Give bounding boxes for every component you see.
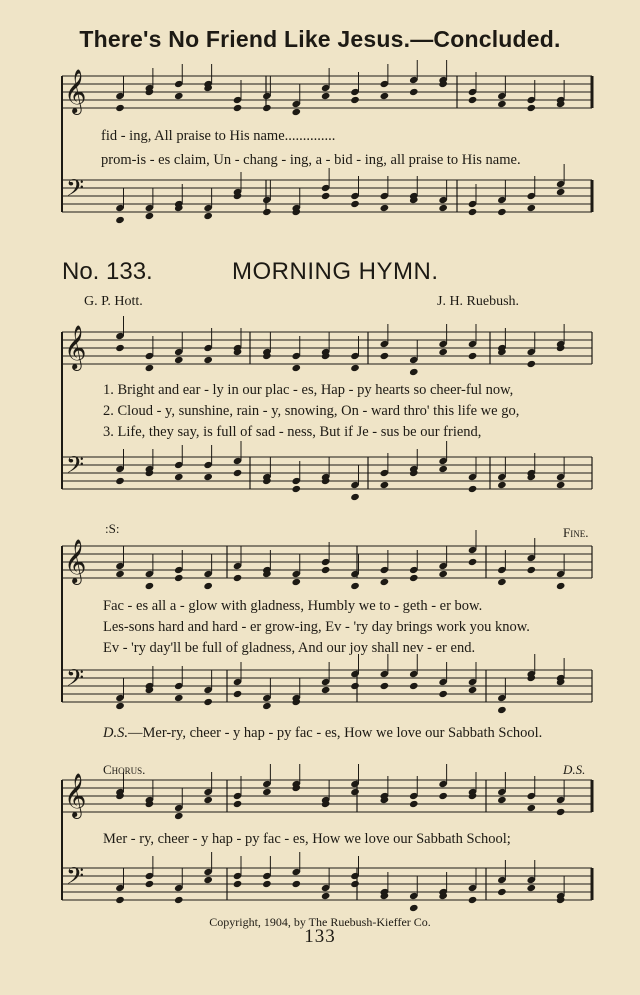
page-title: There's No Friend Like Jesus.—Concluded. — [79, 26, 561, 52]
system-1-treble-notehead — [233, 104, 243, 112]
system-2-bass-notehead — [291, 485, 301, 493]
system-4-treble-notehead — [174, 812, 184, 820]
system-1-bass-notehead — [350, 200, 360, 208]
system-3-bass-notehead — [203, 698, 213, 706]
system-4-bass-notehead — [497, 888, 507, 896]
system-2-bass-notehead — [350, 493, 360, 501]
system-4-bass-notehead — [409, 904, 419, 912]
system-3-treble-notehead — [497, 578, 507, 586]
system-1-treble-notehead — [115, 104, 125, 112]
system-2-treble-notehead — [291, 364, 301, 372]
system-3-bass-notehead — [233, 690, 243, 698]
system-3-treble-notehead — [409, 574, 419, 582]
system-2-treble-notehead — [145, 364, 155, 372]
system-1-bass-notehead — [468, 208, 478, 216]
segno-mark: :S: — [105, 521, 120, 536]
chorus-label: Chorus. — [103, 762, 146, 777]
system-3-bass-clef: 𝄢 — [66, 664, 85, 697]
system-1-treble-notehead — [409, 88, 419, 96]
system-2-treble-notehead — [526, 360, 536, 368]
system-4-bass-notehead — [291, 880, 301, 888]
verse-2-line-a: 2. Cloud - y, sunshine, rain - y, snowing, On - ward thro' this life we go, — [103, 403, 520, 419]
system-1-treble-notehead — [262, 104, 272, 112]
system-1-bass-notehead — [497, 208, 507, 216]
copyright-notice: Copyright, 1904, by The Ruebush-Kieffer Co. — [209, 915, 431, 929]
system-4-treble-notehead — [409, 800, 419, 808]
system-4-treble-notehead — [262, 788, 272, 796]
continuation-lyric-line-2: prom-is - es claim, Un - chang - ing, a - bid - ing, all praise to His name. — [101, 152, 521, 168]
system-2-treble-notehead — [350, 364, 360, 372]
system-1-treble-notehead — [321, 92, 331, 100]
system-1-treble-notehead — [468, 96, 478, 104]
system-2-bass-notehead — [468, 485, 478, 493]
system-3-treble-notehead — [556, 582, 566, 590]
system-3-bass-notehead — [350, 682, 360, 690]
system-4-bass-notehead — [174, 896, 184, 904]
hymn-number: No. 133. — [62, 258, 153, 285]
system-2-bass-notehead — [203, 473, 213, 481]
system-2-treble-notehead — [203, 356, 213, 364]
system-4-treble-notehead — [497, 796, 507, 804]
system-3-treble-notehead — [350, 582, 360, 590]
system-1-bass-notehead — [526, 204, 536, 212]
system-3-treble-notehead — [291, 578, 301, 586]
system-2-treble-notehead — [380, 352, 390, 360]
system-3-treble-notehead — [468, 558, 478, 566]
system-2-bass-notehead — [115, 477, 125, 485]
system-4-treble-notehead — [556, 808, 566, 816]
system-3-treble-notehead — [115, 570, 125, 578]
system-3-treble-notehead — [145, 582, 155, 590]
verse-1-line-a: 1. Bright and ear - ly in our plac - es, Hap - py hearts so cheer-ful now, — [103, 382, 514, 398]
page-number: 133 — [304, 926, 336, 947]
system-3-bass-notehead — [468, 686, 478, 694]
system-1-bass-notehead — [380, 204, 390, 212]
system-4-bass-notehead — [526, 884, 536, 892]
system-1-bass-notehead — [203, 212, 213, 220]
system-3-bass-notehead — [115, 702, 125, 710]
system-4-treble-clef: 𝄞 — [64, 773, 87, 817]
system-1-bass-notehead — [321, 192, 331, 200]
verse-3-line-b: Ev - 'ry day'll be full of gladness, And our joy shall nev - er end. — [103, 640, 476, 656]
system-3-bass-notehead — [380, 682, 390, 690]
system-2-bass-notehead — [497, 481, 507, 489]
system-2-bass-notehead — [174, 473, 184, 481]
system-4-bass-notehead — [350, 880, 360, 888]
continuation-lyric-line-1: fid - ing, All praise to His name.............. — [101, 128, 336, 144]
system-2-bass-notehead — [233, 469, 243, 477]
system-2-bass-notehead — [556, 481, 566, 489]
system-4-bass-clef: 𝄢 — [66, 862, 85, 895]
system-3-treble-notehead — [526, 566, 536, 574]
system-4-treble-notehead — [526, 804, 536, 812]
system-1-treble-notehead — [497, 100, 507, 108]
ds-lyric: —Mer-ry, cheer - y hap - py fac - es, How we love our Sabbath School. — [127, 725, 543, 741]
chorus-lyric-line: Mer - ry, cheer - y hap - py fac - es, How we love our Sabbath School; — [103, 831, 511, 847]
system-2-bass-notehead — [438, 465, 448, 473]
ds-prefix: D.S. — [103, 725, 128, 741]
verse-1-line-b: Fac - es all a - glow with gladness, Humbly we to - geth - er bow. — [103, 598, 483, 614]
system-4-bass-notehead — [468, 896, 478, 904]
system-3-treble-notehead — [438, 570, 448, 578]
system-2-bass-notehead — [380, 481, 390, 489]
verse-3-line-a: 3. Life, they say, is full of sad - ness, But if Je - sus be our friend, — [103, 424, 482, 440]
system-3-treble-clef: 𝄞 — [64, 539, 87, 583]
system-2-bass-clef: 𝄢 — [66, 451, 85, 484]
system-1-treble-notehead — [380, 92, 390, 100]
chorus-ds-mark: D.S. — [563, 762, 586, 777]
system-1-bass-notehead — [115, 216, 125, 224]
system-1-treble-notehead — [350, 96, 360, 104]
system-4-bass-notehead — [262, 880, 272, 888]
system-4-bass-notehead — [115, 896, 125, 904]
system-1-bass-notehead — [556, 188, 566, 196]
system-3-bass-notehead — [174, 694, 184, 702]
lyricist-credit: G. P. Hott. — [84, 294, 143, 309]
system-4-treble-notehead — [203, 796, 213, 804]
system-3-treble-notehead — [233, 574, 243, 582]
system-2-treble-notehead — [438, 348, 448, 356]
system-2-treble-notehead — [409, 368, 419, 376]
system-1-treble-notehead — [291, 108, 301, 116]
system-2-treble-notehead — [468, 352, 478, 360]
system-3-treble-notehead — [174, 574, 184, 582]
fine-mark: Fine. — [563, 525, 589, 540]
system-2-treble-notehead — [174, 356, 184, 364]
system-1-bass-notehead — [145, 212, 155, 220]
verse-2-line-b: Les-sons hard and hard - er grow-ing, Ev - 'ry day brings work you know. — [103, 619, 530, 635]
composer-credit: J. H. Ruebush. — [437, 294, 520, 309]
system-4-treble-notehead — [233, 800, 243, 808]
system-3-treble-notehead — [203, 582, 213, 590]
system-3-treble-notehead — [380, 578, 390, 586]
system-4-bass-notehead — [145, 880, 155, 888]
system-4-bass-notehead — [321, 892, 331, 900]
system-3-bass-notehead — [438, 690, 448, 698]
system-4-treble-notehead — [438, 792, 448, 800]
system-2-treble-notehead — [115, 344, 125, 352]
system-3-treble-notehead — [321, 566, 331, 574]
system-1-bass-notehead — [438, 204, 448, 212]
system-3-bass-notehead — [262, 702, 272, 710]
hymn-title: MORNING HYMN. — [232, 258, 439, 285]
system-1-treble-clef: 𝄞 — [64, 69, 87, 113]
system-1-bass-clef: 𝄢 — [66, 174, 85, 207]
dal-segno-line — [103, 725, 542, 742]
system-1-treble-notehead — [174, 92, 184, 100]
system-3-bass-notehead — [409, 682, 419, 690]
system-4-treble-notehead — [350, 788, 360, 796]
system-4-bass-notehead — [233, 880, 243, 888]
system-1-treble-notehead — [526, 104, 536, 112]
system-2-treble-clef: 𝄞 — [64, 325, 87, 369]
system-1-bass-notehead — [262, 208, 272, 216]
system-3-bass-notehead — [497, 706, 507, 714]
system-3-bass-notehead — [321, 686, 331, 694]
system-4-bass-notehead — [203, 876, 213, 884]
